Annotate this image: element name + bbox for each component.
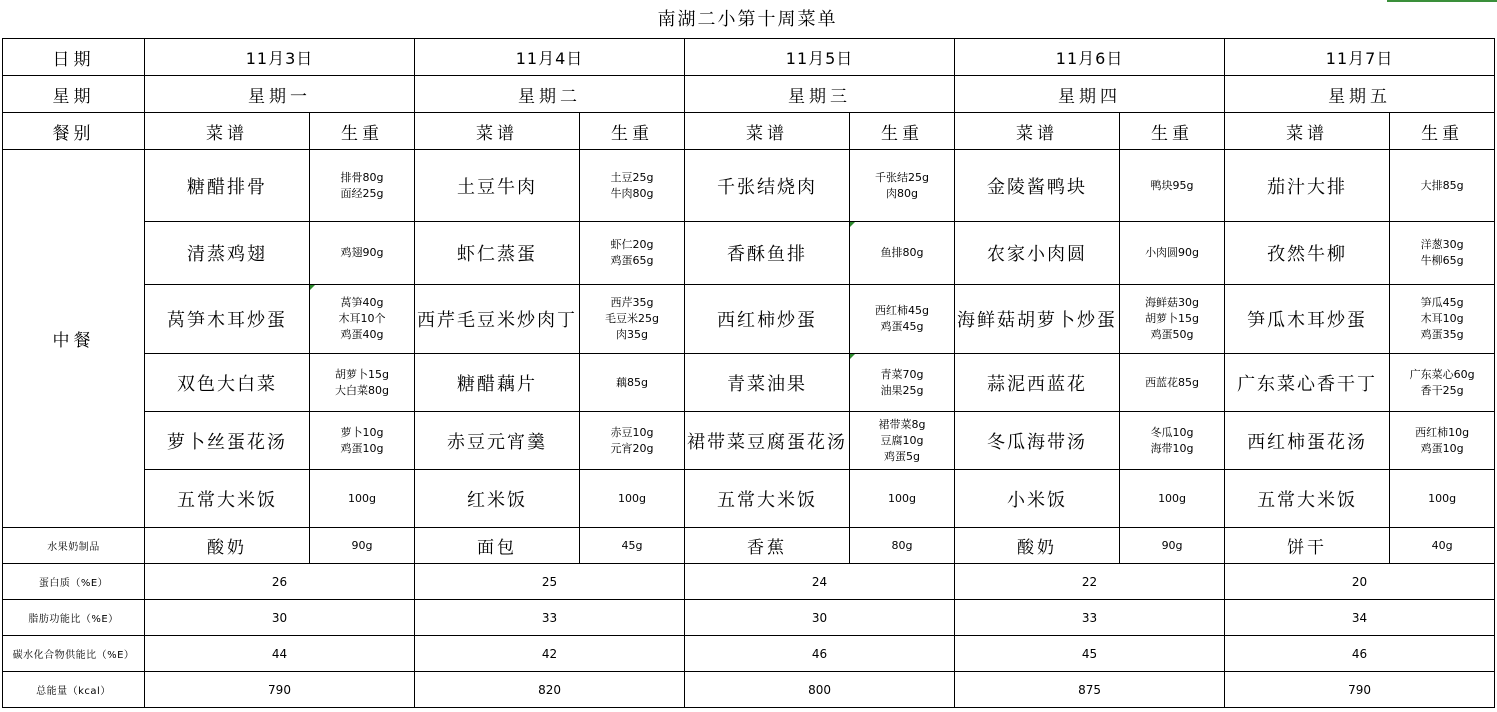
- ingredient-weight: 鱼排80g: [880, 246, 924, 259]
- raw-weight-header: 生重: [1390, 113, 1495, 150]
- ingredient-weight: 100g: [888, 491, 917, 505]
- dish-raw-weight: [1390, 354, 1495, 412]
- weekly-menu-table: [2, 38, 1495, 708]
- total-energy-row: [3, 672, 1495, 708]
- dish-raw-weight: [1120, 150, 1225, 222]
- ingredient-weight: 西芹35g: [610, 296, 654, 309]
- cell-comment-marker: [850, 354, 855, 359]
- fat-ratio-row: [3, 600, 1495, 636]
- ingredient-weight: 鸡蛋40g: [340, 328, 384, 341]
- dish-name: 冬瓜海带汤: [955, 412, 1120, 470]
- ingredient-weight: 赤豆10g: [610, 425, 654, 439]
- dish-name: 香酥鱼排: [685, 222, 850, 285]
- fat-ratio-value: 34: [1225, 600, 1495, 636]
- ingredient-weight: 油果25g: [880, 383, 924, 397]
- ingredient-weight: 100g: [1428, 491, 1457, 505]
- total-energy-label: 总能量（kcal）: [3, 672, 145, 708]
- recipe-header: 菜谱: [1225, 113, 1390, 150]
- ingredient-weight: 虾仁20g: [610, 238, 654, 251]
- ingredient-weight: 肉35g: [616, 328, 649, 341]
- protein-value: 26: [145, 564, 415, 600]
- dish-name: 莴笋木耳炒蛋: [145, 285, 310, 354]
- cell-comment-marker: [310, 285, 315, 290]
- weekday-cell: 星期四: [955, 76, 1225, 113]
- fruit-weight: 45g: [580, 528, 685, 564]
- dish-raw-weight: [1390, 150, 1495, 222]
- dish-name: 双色大白菜: [145, 354, 310, 412]
- dish-row: [3, 222, 1495, 285]
- dish-row: [3, 354, 1495, 412]
- dish-raw-weight: [1120, 285, 1225, 354]
- ingredient-weight: 元宵20g: [610, 441, 654, 455]
- ingredient-weight: 毛豆米25g: [605, 312, 660, 325]
- dish-name: 千张结烧肉: [685, 150, 850, 222]
- weekday-label: 星期: [3, 76, 145, 113]
- dish-raw-weight: [850, 470, 955, 528]
- dish-name: 青菜油果: [685, 354, 850, 412]
- raw-weight-header: 生重: [850, 113, 955, 150]
- carb-ratio-value: 46: [1225, 636, 1495, 672]
- ingredient-weight: 西红柿10g: [1415, 425, 1470, 439]
- weekday-cell: 星期二: [415, 76, 685, 113]
- ingredient-weight: 千张结25g: [875, 170, 930, 184]
- fruit-name: 酸奶: [145, 528, 310, 564]
- dish-name: 孜然牛柳: [1225, 222, 1390, 285]
- ingredient-weight: 胡萝卜15g: [335, 367, 389, 381]
- fruit-name: 面包: [415, 528, 580, 564]
- ingredient-weight: 鸡蛋50g: [1150, 328, 1194, 341]
- ingredient-weight: 排骨80g: [340, 170, 384, 184]
- total-energy-value: 790: [145, 672, 415, 708]
- date-label: 日期: [3, 39, 145, 76]
- total-energy-value: 800: [685, 672, 955, 708]
- recipe-header: 菜谱: [955, 113, 1120, 150]
- dish-name: 西红柿蛋花汤: [1225, 412, 1390, 470]
- ingredient-weight: 海带10g: [1150, 441, 1194, 455]
- recipe-header: 菜谱: [415, 113, 580, 150]
- ingredient-weight: 香干25g: [1420, 383, 1464, 397]
- fat-ratio-label: 脂肪功能比（%E）: [3, 600, 145, 636]
- ingredient-weight: 木耳10个: [338, 312, 386, 325]
- dish-name: 笋瓜木耳炒蛋: [1225, 285, 1390, 354]
- dish-name: 西芹毛豆米炒肉丁: [415, 285, 580, 354]
- dish-name: 虾仁蒸蛋: [415, 222, 580, 285]
- recipe-header: 菜谱: [685, 113, 850, 150]
- fruit-weight: 40g: [1390, 528, 1495, 564]
- ingredient-weight: 大白菜80g: [335, 383, 389, 397]
- ingredient-weight: 胡萝卜15g: [1145, 312, 1200, 325]
- ingredient-weight: 100g: [618, 491, 647, 505]
- dish-raw-weight: [1390, 412, 1495, 470]
- protein-value: 25: [415, 564, 685, 600]
- dish-raw-weight: [310, 150, 415, 222]
- dish-name: 金陵酱鸭块: [955, 150, 1120, 222]
- ingredient-weight: 肉80g: [886, 186, 919, 200]
- dish-row: [3, 412, 1495, 470]
- dish-name: 五常大米饭: [1225, 470, 1390, 528]
- dish-name: 土豆牛肉: [415, 150, 580, 222]
- dish-raw-weight: [1390, 222, 1495, 285]
- ingredient-weight: 鸡蛋45g: [880, 320, 924, 333]
- carb-ratio-value: 44: [145, 636, 415, 672]
- meal-type-label: 餐别: [3, 113, 145, 150]
- fruit-weight: 80g: [850, 528, 955, 564]
- dish-raw-weight: [310, 354, 415, 412]
- fat-ratio-value: 30: [145, 600, 415, 636]
- fat-ratio-value: 33: [955, 600, 1225, 636]
- total-energy-value: 820: [415, 672, 685, 708]
- dish-raw-weight: [580, 222, 685, 285]
- ingredient-weight: 裙带菜8g: [878, 417, 926, 431]
- raw-weight-header: 生重: [310, 113, 415, 150]
- ingredient-weight: 西红柿45g: [875, 304, 930, 317]
- ingredient-weight: 大排85g: [1420, 178, 1464, 192]
- dish-name: 红米饭: [415, 470, 580, 528]
- dish-raw-weight: [310, 222, 415, 285]
- ingredient-weight: 鸡蛋35g: [1420, 328, 1464, 341]
- total-energy-value: 790: [1225, 672, 1495, 708]
- ingredient-weight: 笋瓜45g: [1420, 296, 1464, 309]
- dish-raw-weight: [850, 285, 955, 354]
- dish-raw-weight: [310, 412, 415, 470]
- dish-raw-weight: [580, 412, 685, 470]
- dish-name: 广东菜心香干丁: [1225, 354, 1390, 412]
- fruit-name: 酸奶: [955, 528, 1120, 564]
- dish-name: 五常大米饭: [145, 470, 310, 528]
- ingredient-weight: 100g: [348, 491, 376, 505]
- total-energy-value: 875: [955, 672, 1225, 708]
- weekday-row: [3, 76, 1495, 113]
- ingredient-weight: 豆腐10g: [880, 433, 924, 447]
- ingredient-weight: 木耳10g: [1420, 312, 1464, 325]
- dish-name: 农家小肉圆: [955, 222, 1120, 285]
- date-cell: 11月3日: [145, 39, 415, 76]
- date-row: [3, 39, 1495, 76]
- dish-name: 糖醋藕片: [415, 354, 580, 412]
- ingredient-weight: 青菜70g: [880, 367, 924, 381]
- fat-ratio-value: 33: [415, 600, 685, 636]
- ingredient-weight: 洋葱30g: [1420, 238, 1464, 251]
- weekday-cell: 星期三: [685, 76, 955, 113]
- recipe-header: 菜谱: [145, 113, 310, 150]
- dish-raw-weight: [580, 285, 685, 354]
- corner-accent-line: [1387, 0, 1497, 2]
- ingredient-weight: 鸡翅90g: [340, 246, 384, 259]
- fruit-name: 香蕉: [685, 528, 850, 564]
- protein-value: 20: [1225, 564, 1495, 600]
- dish-name: 茄汁大排: [1225, 150, 1390, 222]
- menu-title: 南湖二小第十周菜单: [657, 9, 838, 30]
- dish-raw-weight: [1390, 470, 1495, 528]
- dish-name: 糖醋排骨: [145, 150, 310, 222]
- dish-raw-weight: [1120, 412, 1225, 470]
- fat-ratio-value: 30: [685, 600, 955, 636]
- dish-name: 萝卜丝蛋花汤: [145, 412, 310, 470]
- date-cell: 11月5日: [685, 39, 955, 76]
- ingredient-weight: 牛柳65g: [1420, 254, 1464, 267]
- dish-raw-weight: [580, 150, 685, 222]
- dish-name: 五常大米饭: [685, 470, 850, 528]
- carb-ratio-value: 46: [685, 636, 955, 672]
- ingredient-weight: 鸡蛋65g: [610, 254, 654, 267]
- dish-raw-weight: [580, 354, 685, 412]
- ingredient-weight: 100g: [1158, 491, 1187, 505]
- dish-name: 裙带菜豆腐蛋花汤: [685, 412, 850, 470]
- dish-raw-weight: [850, 150, 955, 222]
- fruit-dairy-label: 水果奶制品: [3, 528, 145, 564]
- dish-raw-weight: [1390, 285, 1495, 354]
- dish-name: 西红柿炒蛋: [685, 285, 850, 354]
- ingredient-weight: 土豆25g: [610, 170, 654, 184]
- weekday-cell: 星期五: [1225, 76, 1495, 113]
- dish-raw-weight: [1120, 354, 1225, 412]
- weekday-cell: 星期一: [145, 76, 415, 113]
- fruit-weight: 90g: [310, 528, 415, 564]
- carb-ratio-value: 42: [415, 636, 685, 672]
- protein-value: 22: [955, 564, 1225, 600]
- dish-row: [3, 285, 1495, 354]
- dish-raw-weight: [580, 470, 685, 528]
- dish-raw-weight: [850, 354, 955, 412]
- protein-label: 蛋白质（%E）: [3, 564, 145, 600]
- fruit-weight: 90g: [1120, 528, 1225, 564]
- protein-row: [3, 564, 1495, 600]
- dish-row: [3, 150, 1495, 222]
- date-cell: 11月6日: [955, 39, 1225, 76]
- dish-raw-weight: [1120, 470, 1225, 528]
- carb-ratio-label: 碳水化合物供能比（%E）: [3, 636, 145, 672]
- ingredient-weight: 牛肉80g: [610, 186, 654, 200]
- ingredient-weight: 鸡蛋10g: [1420, 441, 1464, 455]
- date-cell: 11月7日: [1225, 39, 1495, 76]
- carb-ratio-row: [3, 636, 1495, 672]
- ingredient-weight: 海鲜菇30g: [1145, 296, 1200, 309]
- fruit-dairy-row: [3, 528, 1495, 564]
- dish-row: [3, 470, 1495, 528]
- raw-weight-header: 生重: [580, 113, 685, 150]
- ingredient-weight: 鸡蛋10g: [340, 441, 384, 455]
- cell-comment-marker: [850, 222, 855, 227]
- dish-name: 赤豆元宵羹: [415, 412, 580, 470]
- dish-raw-weight: [310, 470, 415, 528]
- ingredient-weight: 鸡蛋5g: [884, 449, 921, 463]
- ingredient-weight: 藕85g: [616, 375, 649, 389]
- lunch-label: 中餐: [3, 150, 145, 528]
- dish-raw-weight: [1120, 222, 1225, 285]
- dish-name: 海鲜菇胡萝卜炒蛋: [955, 285, 1120, 354]
- dish-name: 清蒸鸡翅: [145, 222, 310, 285]
- ingredient-weight: 冬瓜10g: [1150, 425, 1194, 439]
- ingredient-weight: 鸭块95g: [1150, 178, 1194, 192]
- dish-raw-weight: [310, 285, 415, 354]
- protein-value: 24: [685, 564, 955, 600]
- ingredient-weight: 莴笋40g: [340, 296, 384, 309]
- ingredient-weight: 小肉圆90g: [1145, 246, 1200, 259]
- ingredient-weight: 广东菜心60g: [1409, 367, 1475, 381]
- dish-name: 小米饭: [955, 470, 1120, 528]
- ingredient-weight: 面经25g: [340, 186, 384, 200]
- ingredient-weight: 萝卜10g: [340, 425, 384, 439]
- ingredient-weight: 西蓝花85g: [1145, 375, 1200, 389]
- dish-raw-weight: [850, 412, 955, 470]
- dish-name: 蒜泥西蓝花: [955, 354, 1120, 412]
- dish-raw-weight: [850, 222, 955, 285]
- raw-weight-header: 生重: [1120, 113, 1225, 150]
- carb-ratio-value: 45: [955, 636, 1225, 672]
- date-cell: 11月4日: [415, 39, 685, 76]
- fruit-name: 饼干: [1225, 528, 1390, 564]
- column-header-row: [3, 113, 1495, 150]
